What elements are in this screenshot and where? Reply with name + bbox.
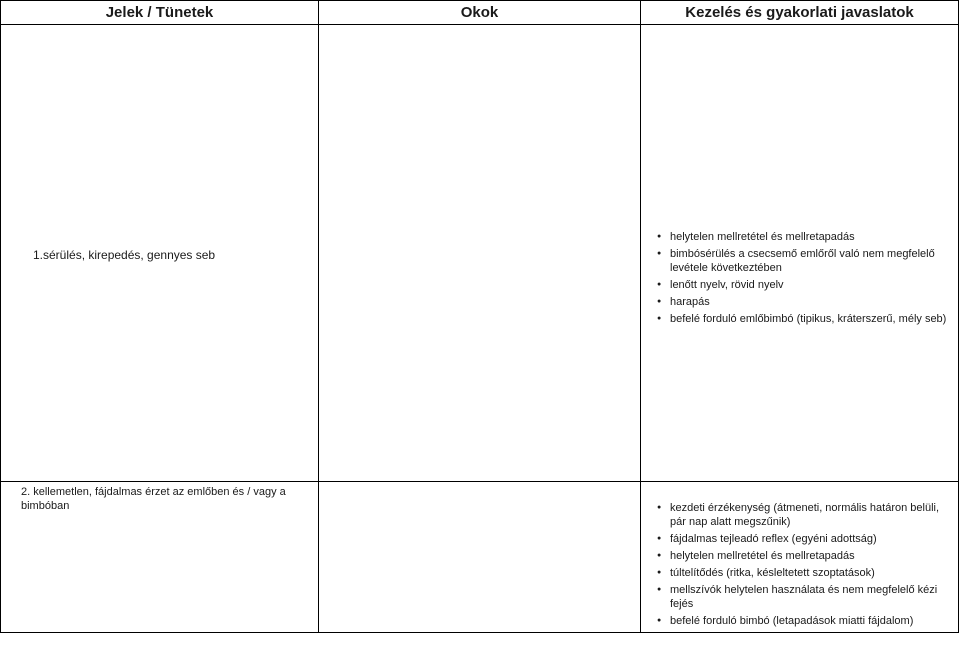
list-item: ● mellszívók helytelen használata és nem megfelelő kézi fejés [656,583,956,611]
table-row [1,25,959,482]
symptom-text: 2. kellemetlen, fájdalmas érzet az emlőben és / vagy a bimbóban [21,486,286,512]
treatment-cell [641,25,959,482]
list-item: ● helytelen mellretétel és mellretapadás [656,549,956,563]
list-item: ● bimbósérülés a csecsemő emlőről való nem megfelelő levétele következtében [656,247,956,275]
list-item: ● harapás [656,295,956,309]
table-row [1,482,959,633]
list-item: ● befelé forduló emlőbimbó (tipikus, kráterszerű, mély seb) [656,312,956,326]
list-item: ● befelé forduló bimbó (letapadások miatti fájdalom) [656,614,956,628]
causes-cell [319,482,940,633]
list-item: ● fájdalmas tejleadó reflex (egyéni adottság) [656,532,956,546]
causes-cell [319,25,947,482]
symptom-text: 1.sérülés, kirepedés, gennyes seb [33,248,216,262]
header-treatment: Kezelés és gyakorlati javaslatok [641,1,959,25]
symptom-cell [1,25,319,482]
header-symptoms: Jelek / Tünetek [1,1,319,25]
treatment-cell [641,482,959,633]
list-item: ● lenőtt nyelv, rövid nyelv [656,278,956,292]
header-row [1,1,959,25]
list-item: ● helytelen mellretétel és mellretapadás [656,230,956,244]
symptom-cell [1,482,319,633]
header-causes: Okok [319,1,641,25]
list-item: ● kezdeti érzékenység (átmeneti, normális határon belüli, pár nap alatt megszűnik) [656,501,956,529]
list-item: ● túltelítődés (ritka, késleltetett szoptatások) [656,566,956,580]
